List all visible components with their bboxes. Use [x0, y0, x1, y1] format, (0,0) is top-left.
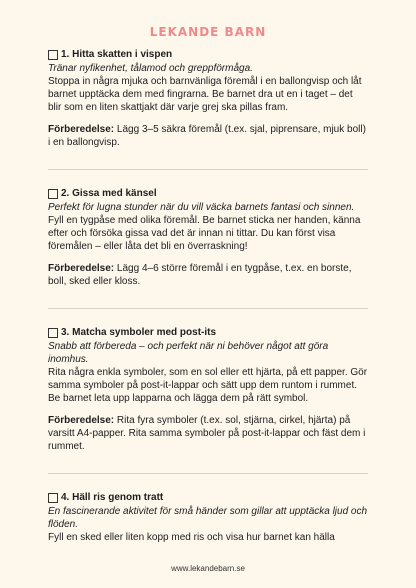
activity-preparation	[48, 123, 368, 149]
preparation-text: Rita fyra symboler (t.ex. sol, stjärna, cirkel, hjärta) på varsitt A4-papper. Rita samma symboler på post-it-lappar och fäst dem i rummet.	[48, 415, 366, 452]
activity-title-text: 4. Häll ris genom tratt	[61, 492, 164, 503]
activity-preparation	[48, 414, 368, 453]
brand-logo: LEKANDE BARN	[149, 25, 267, 39]
preparation-label: Förberedelse:	[48, 415, 115, 426]
activity-description: Stoppa in några mjuka och barnvänliga föremål i en ballongvisp och låt barnet upptäcka dem med fingrarna. Be barnet dra ut en i taget – det blir som en liten skattjakt där varje grej ska pillas fram.	[48, 76, 362, 113]
activity-title	[48, 491, 368, 505]
activity-description: Fyll en tygpåse med olika föremål. Be barnet sticka ner handen, känna efter och försöka gissa vad det är innan ni tittar. Du kan först visa föremålen – eller låta det bli en överraskning!	[48, 215, 361, 252]
divider	[48, 308, 368, 309]
preparation-label: Förberedelse:	[48, 124, 115, 135]
activity-subtitle: Snabb att förbereda – och perfekt när ni behöver något att göra inomhus.	[48, 341, 329, 365]
activity-4	[48, 488, 368, 544]
checkbox-icon[interactable]	[48, 328, 58, 338]
activity-3	[48, 323, 368, 453]
divider	[48, 169, 368, 170]
activity-title	[48, 48, 368, 62]
activity-subtitle: Tränar nyfikenhet, tålamod och greppförmåga.	[48, 63, 253, 74]
activity-description: Fyll en sked eller liten kopp med ris och visa hur barnet kan hälla	[48, 532, 335, 543]
checkbox-icon[interactable]	[48, 493, 58, 503]
activity-title-text: 1. Hitta skatten i vispen	[61, 49, 173, 60]
preparation-text: Lägg 3–5 säkra föremål (t.ex. sjal, piprensare, mjuk boll) i en ballongvisp.	[48, 124, 366, 148]
activity-1	[48, 45, 368, 149]
activity-title-text: 2. Gissa med känsel	[61, 188, 157, 199]
activity-subtitle: Perfekt för lugna stunder när du vill väcka barnets fantasi och sinnen.	[48, 202, 355, 213]
activity-list	[48, 45, 368, 544]
footer-url[interactable]: www.lekandebarn.se	[171, 564, 245, 573]
checkbox-icon[interactable]	[48, 189, 58, 199]
activity-title	[48, 326, 368, 340]
preparation-text: Lägg 4–6 större föremål i en tygpåse, t.ex. en borste, boll, sked eller kloss.	[48, 263, 352, 287]
preparation-label: Förberedelse:	[48, 263, 115, 274]
activity-subtitle: En fascinerande aktivitet för små händer som gillar att upptäcka ljud och flöden.	[48, 506, 368, 530]
activity-2	[48, 184, 368, 288]
activity-title-text: 3. Matcha symboler med post-its	[61, 327, 217, 338]
checkbox-icon[interactable]	[48, 50, 58, 60]
activity-title	[48, 187, 368, 201]
activity-description: Rita några enkla symboler, som en sol eller ett hjärta, på ett papper. Gör samma symboler på post-it-lappar och sätt upp dem runtom i rummet. Be barnet leta upp lapparna och lägga dem på rätt symbol.	[48, 367, 368, 404]
divider	[48, 473, 368, 474]
activity-preparation	[48, 262, 368, 288]
